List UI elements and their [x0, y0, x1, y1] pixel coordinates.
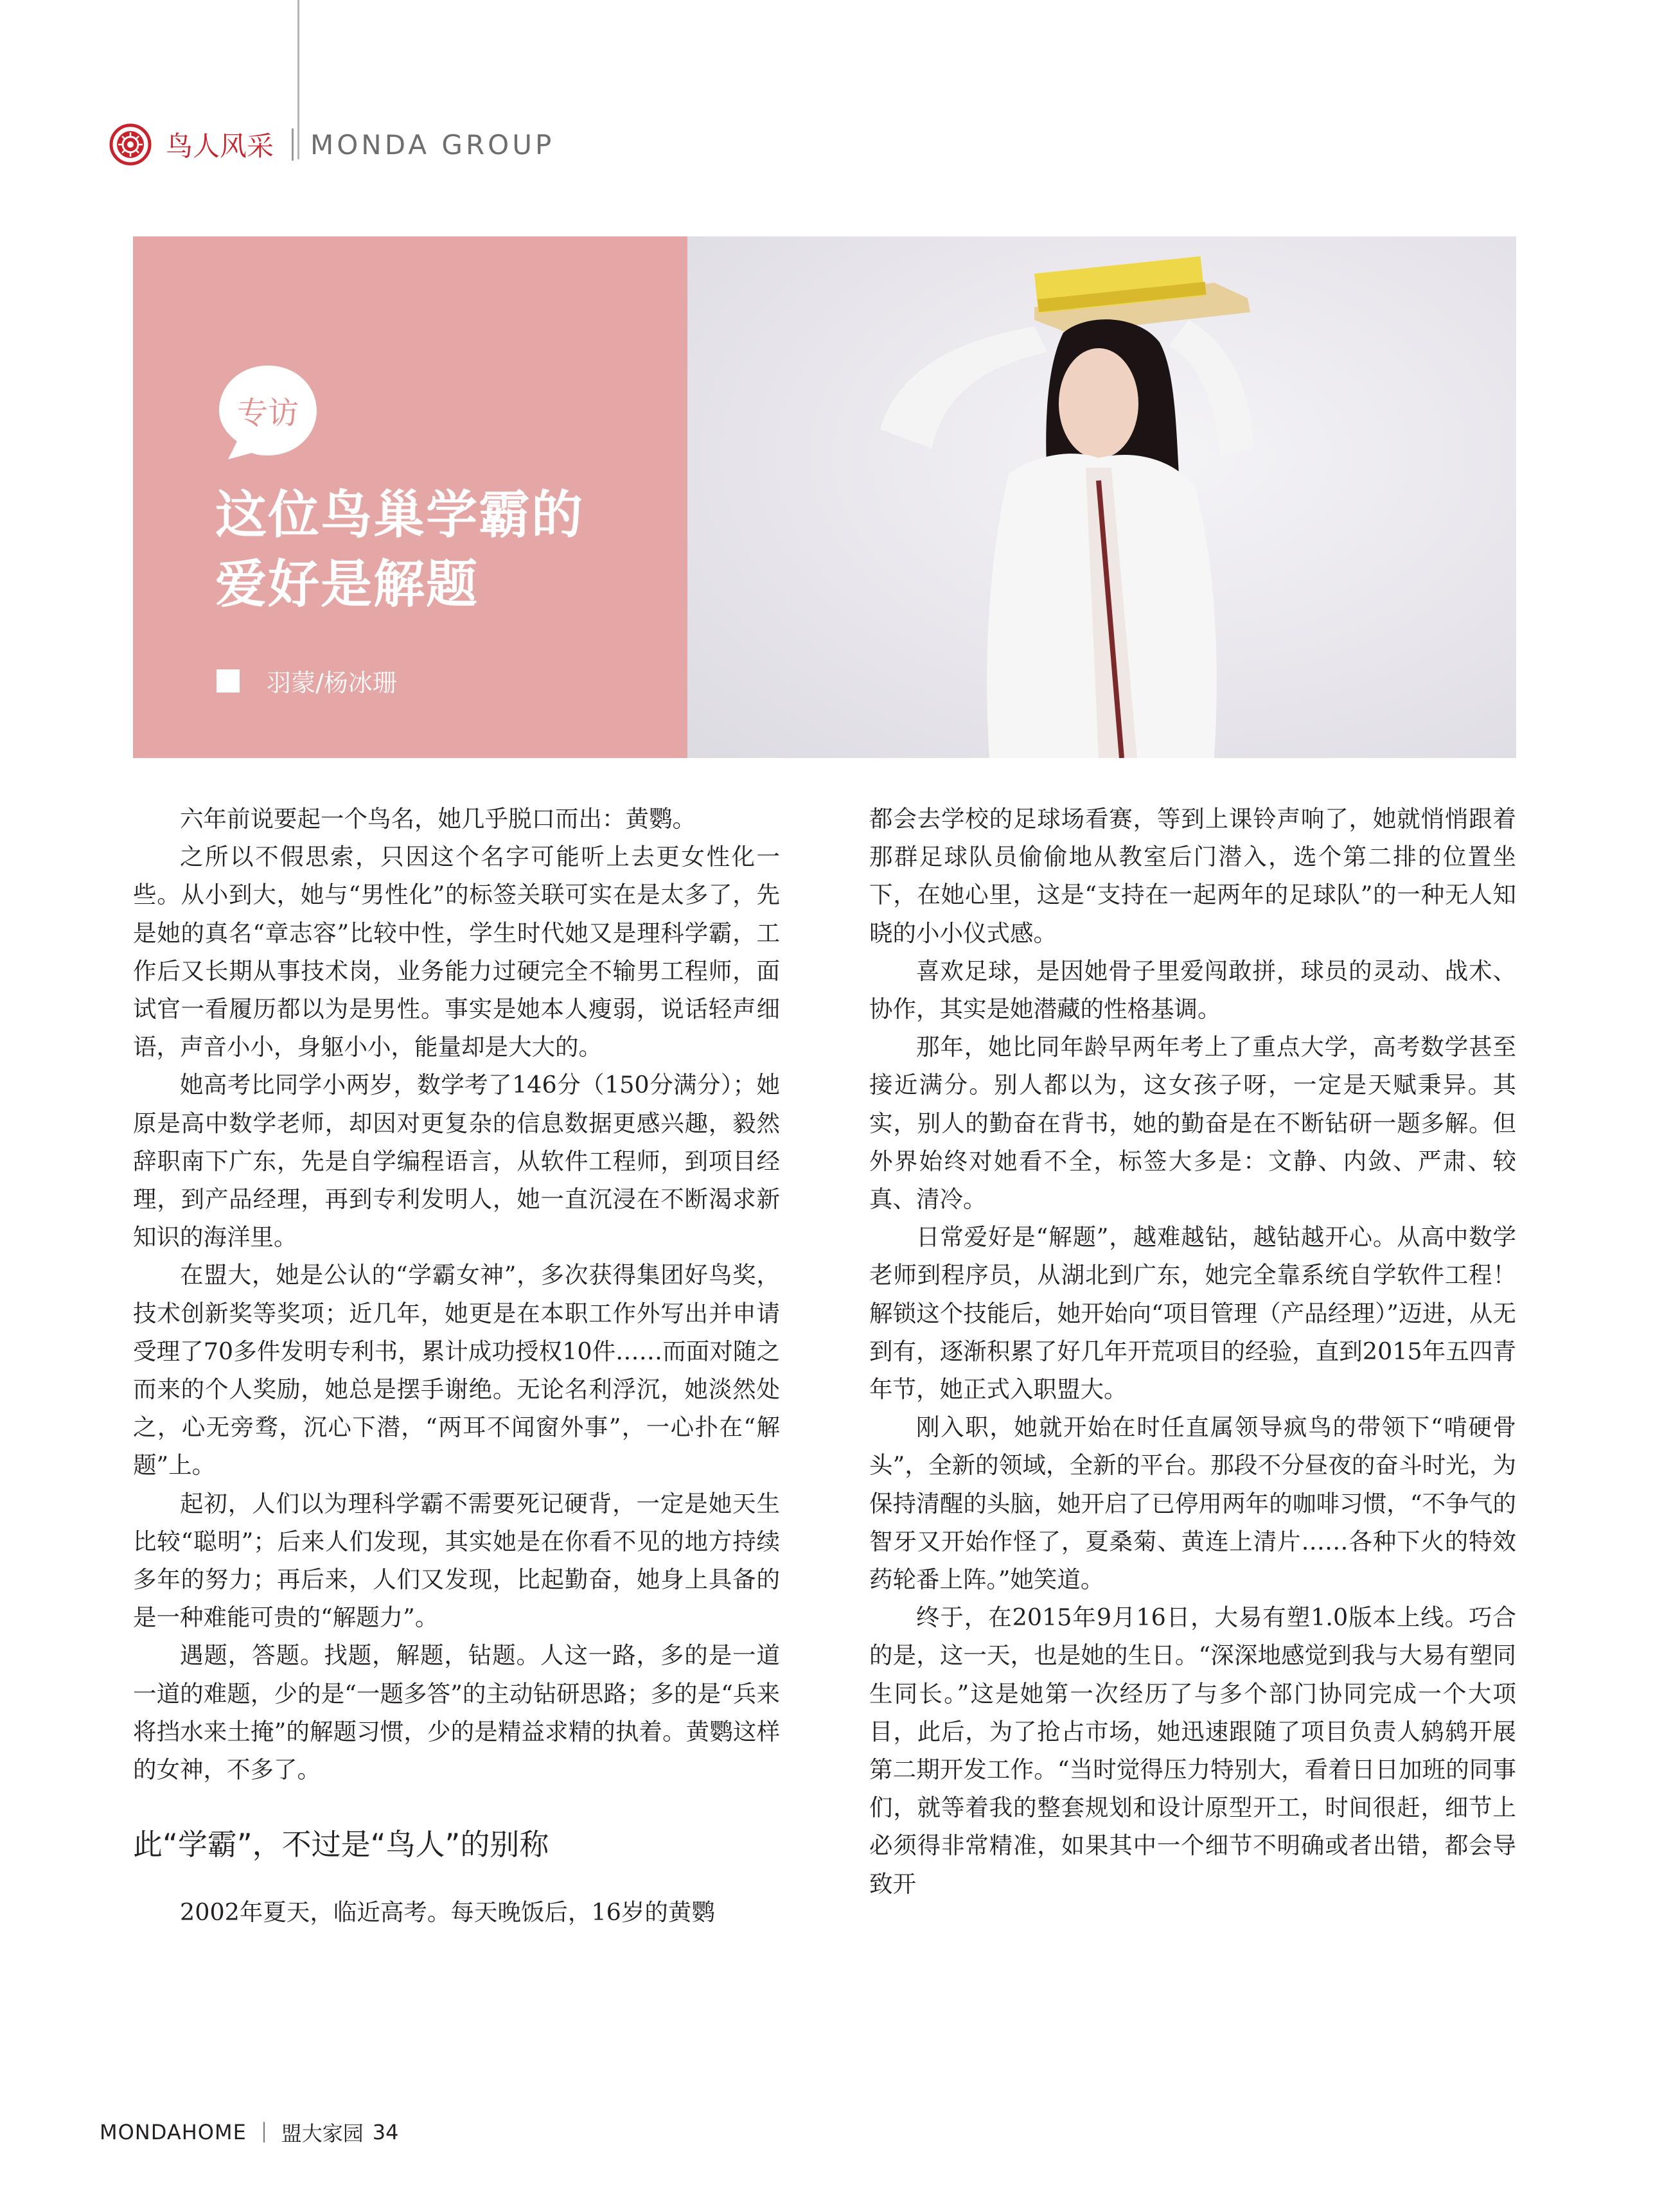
- red-seal-logo-icon: [109, 123, 152, 166]
- section-subheading: 此“学霸”，不过是“鸟人”的别称: [133, 1827, 549, 1862]
- paragraph: 遇题，答题。找题，解题，钻题。人这一路，多的是一道一道的难题，少的是“一题多答”的主动钻研思路；多的是“兵来将挡水来土掩”的解题习惯，少的是精益求精的执着。黄鹦这样的女神，不多了。: [133, 1641, 780, 1784]
- paragraph: 在盟大，她是公认的“学霸女神”，多次获得集团好鸟奖，技术创新奖等奖项；近几年，她更是在本职工作外写出并申请受理了70多件发明专利书，累计成功授权10件……而面对随之而来的个人奖励，她总是摆手谢绝。无论名利浮沉，她淡然处之，心无旁骛，沉心下潜，“两耳不闻窗外事”，一心扑在“解题”上。: [133, 1261, 780, 1479]
- paragraph: 喜欢足球，是因她骨子里爱闯敢拼，球员的灵动、战术、协作，其实是她潜藏的性格基调。: [869, 957, 1516, 1023]
- right-text-column: [869, 800, 1516, 1903]
- interview-badge: 专访: [236, 395, 299, 431]
- footer-separator: [263, 2122, 265, 2142]
- footer-brand: MONDAHOME: [100, 2120, 247, 2144]
- group-name: MONDA GROUP: [310, 128, 555, 161]
- paragraph: 之所以不假思索，只因这个名字可能听上去更女性化一些。从小到大，她与“男性化”的标签关联可实在是太多了，先是她的真名“章志容”比较中性，学生时代她又是理科学霸，工作后又长期从事技术岗，业务能力过硬完全不输男工程师，面试官一看履历都以为是男性。事实是她本人瘦弱，说话轻声细语，声音小小，身躯小小，能量却是大大的。: [133, 843, 780, 1061]
- paragraph: 刚入职，她就开始在时任直属领导疯鸟的带领下“啃硬骨头”，全新的领域，全新的平台。那段不分昼夜的奋斗时光，为保持清醒的头脑，她开启了已停用两年的咖啡习惯，“不争气的智牙又开始作怪了，夏桑菊、黄连上清片……各种下火的特效药轮番上阵。”她笑道。: [869, 1413, 1516, 1594]
- paragraph: 那年，她比同年龄早两年考上了重点大学，高考数学甚至接近满分。别人都以为，这女孩子呀，一定是天赋秉异。其实，别人的勤奋在背书，她的勤奋是在不断钻研一题多解。但外界始终对她看不全，标签大多是：文静、内敛、严肃、较真、清冷。: [869, 1033, 1516, 1214]
- woman-holding-book-illustration: [687, 236, 1516, 758]
- page-footer: [100, 2117, 399, 2147]
- title-line-1: 这位鸟巢学霸的: [215, 485, 584, 545]
- section-title: 鸟人风采: [166, 130, 274, 162]
- title-line-2: 爱好是解题: [215, 554, 479, 614]
- portrait-photo: [687, 236, 1516, 758]
- paragraph: 六年前说要起一个鸟名，她几乎脱口而出：黄鹦。: [180, 805, 696, 833]
- byline: [217, 663, 397, 698]
- header-separator: [292, 128, 294, 161]
- paragraph: 她高考比同学小两岁，数学考了146分（150分满分）；她原是高中数学老师，却因对更复杂的信息数据更感兴趣，毅然辞职南下广东，先是自学编程语言，从软件工程师，到项目经理，到产品经理，再到专利发明人，她一直沉浸在不断渴求新知识的海洋里。: [133, 1071, 780, 1251]
- page-number: 34: [372, 2120, 399, 2144]
- hero-title-panel: [133, 236, 687, 758]
- paragraph: 终于，在2015年9月16日，大易有塑1.0版本上线。巧合的是，这一天，也是她的生日。“深深地感觉到我与大易有塑同生同长。”这是她第一次经历了与多个部门协同完成一个大项目，此后，为了抢占市场，她迅速跟随了项目负责人鸫鸫开展第二期开发工作。“当时觉得压力特别大，看着日日加班的同事们，就等着我的整套规划和设计原型开工，时间很赶，细节上必须得非常精准，如果其中一个细节不明确或者出错，都会导致开: [869, 1603, 1516, 1898]
- left-text-column: [133, 800, 780, 1931]
- byline-author: 羽蒙/杨冰珊: [267, 669, 397, 697]
- article-title: [215, 481, 584, 619]
- paragraph: 起初，人们以为理科学霸不需要死记硬背，一定是她天生比较“聪明”；后来人们发现，其实她是在你看不见的地方持续多年的努力；再后来，人们又发现，比起勤奋，她身上具备的是一种难能可贵的“解题力”。: [133, 1489, 780, 1632]
- paragraph: 2002年夏天，临近高考。每天晚饭后，16岁的黄鹦: [180, 1898, 715, 1927]
- footer-magazine: 盟大家园: [281, 2121, 364, 2146]
- paragraph: 日常爱好是“解题”，越难越钻，越钻越开心。从高中数学老师到程序员，从湖北到广东，她完全靠系统自学软件工程！解锁这个技能后，她开始向“项目管理（产品经理）”迈进，从无到有，逐渐积累了好几年开荒项目的经验，直到2015年五四青年节，她正式入职盟大。: [869, 1223, 1516, 1404]
- page-header: [109, 122, 554, 167]
- paragraph-continued: 都会去学校的足球场看赛，等到上课铃声响了，她就悄悄跟着那群足球队员偷偷地从教室后门潜入，选个第二排的位置坐下，在她心里，这是“支持在一起两年的足球队”的一种无人知晓的小小仪式感。: [869, 805, 1516, 947]
- byline-square-icon: [217, 669, 240, 693]
